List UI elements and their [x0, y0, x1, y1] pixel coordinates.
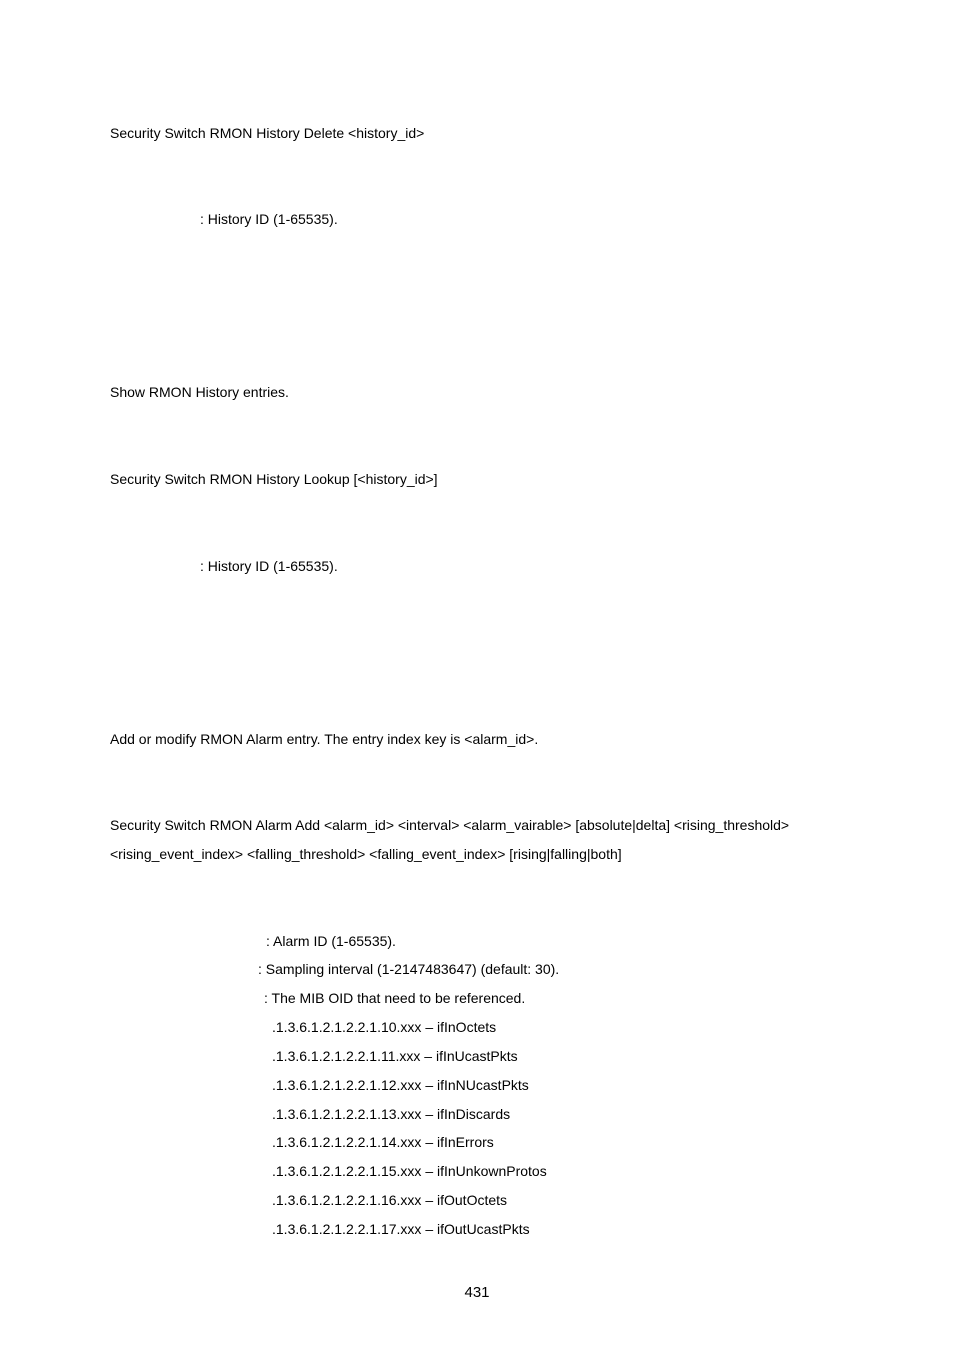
- page-number: 431: [464, 1284, 490, 1301]
- oid-item: .1.3.6.1.2.1.2.2.1.16.xxx – ifOutOctets: [272, 1192, 508, 1208]
- oid-item: .1.3.6.1.2.1.2.2.1.11.xxx – ifInUcastPkts: [272, 1048, 518, 1064]
- history-delete-param-history-id: : History ID (1-65535).: [200, 211, 338, 227]
- alarm-add-param-alarm-id: : Alarm ID (1-65535).: [266, 933, 396, 949]
- alarm-add-description: Add or modify RMON Alarm entry. The entry index key is <alarm_id>.: [110, 731, 539, 747]
- alarm-add-param-interval: : Sampling interval (1-2147483647) (default: 30).: [258, 961, 560, 977]
- oid-item: .1.3.6.1.2.1.2.2.1.14.xxx – ifInErrors: [272, 1134, 494, 1150]
- oid-item: .1.3.6.1.2.1.2.2.1.15.xxx – ifInUnkownProtos: [272, 1163, 547, 1179]
- alarm-add-param-variable: : The MIB OID that need to be referenced.: [264, 990, 526, 1006]
- history-lookup-param-history-id: : History ID (1-65535).: [200, 558, 338, 574]
- oid-item: .1.3.6.1.2.1.2.2.1.17.xxx – ifOutUcastPkts: [272, 1221, 530, 1237]
- history-lookup-description: Show RMON History entries.: [110, 384, 289, 400]
- oid-item: .1.3.6.1.2.1.2.2.1.13.xxx – ifInDiscards: [272, 1106, 511, 1122]
- alarm-add-syntax-line1: Security Switch RMON Alarm Add <alarm_id> <interval> <alarm_vairable> [absolute|delta] <rising_threshold>: [110, 817, 790, 833]
- history-lookup-syntax: Security Switch RMON History Lookup [<history_id>]: [110, 471, 438, 487]
- oid-item: .1.3.6.1.2.1.2.2.1.10.xxx – ifInOctets: [272, 1019, 497, 1035]
- alarm-add-syntax-line2: <rising_event_index> <falling_threshold> <falling_event_index> [rising|falling|both]: [110, 846, 622, 862]
- oid-item: .1.3.6.1.2.1.2.2.1.12.xxx – ifInNUcastPkts: [272, 1077, 529, 1093]
- history-delete-syntax: Security Switch RMON History Delete <history_id>: [110, 125, 425, 141]
